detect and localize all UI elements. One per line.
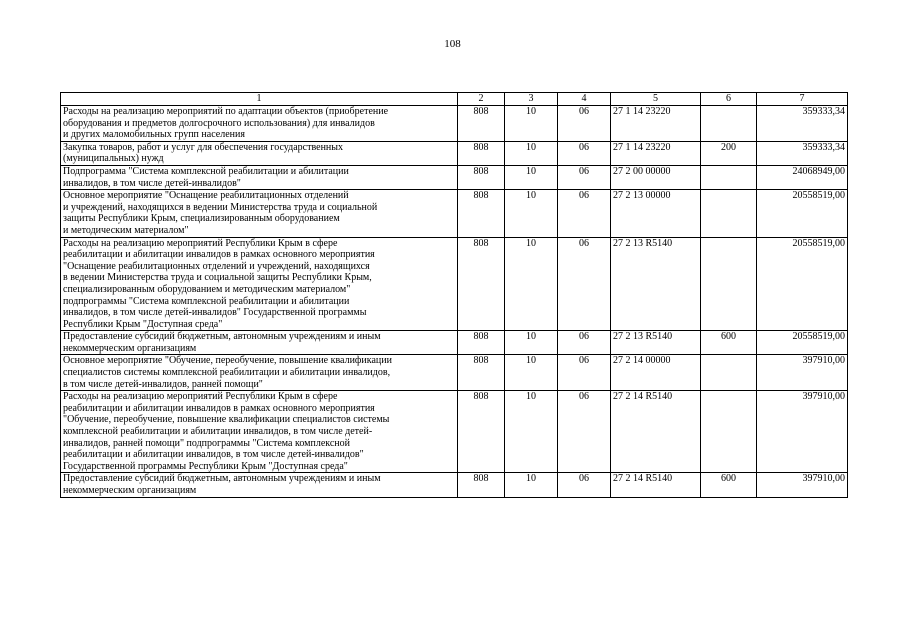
amount-cell: 397910,00 [757, 473, 848, 497]
row-name-cell: Предоставление субсидий бюджетным, автономным учреждениям и иным некоммерческим организациям [61, 473, 458, 497]
subsection-code-cell: 06 [558, 355, 611, 391]
target-article-cell: 27 2 13 00000 [611, 190, 701, 237]
subsection-code-cell: 06 [558, 165, 611, 189]
column-number: 4 [558, 93, 611, 106]
amount-cell: 359333,34 [757, 106, 848, 142]
section-code-cell: 10 [505, 165, 558, 189]
table-row [61, 165, 848, 189]
subsection-code-cell: 06 [558, 141, 611, 165]
section-code-cell: 10 [505, 141, 558, 165]
expense-type-cell [701, 165, 757, 189]
expense-type-cell [701, 391, 757, 473]
expense-type-cell [701, 355, 757, 391]
page-number: 108 [444, 38, 461, 50]
subsection-code-cell: 06 [558, 391, 611, 473]
target-article-cell: 27 2 14 R5140 [611, 391, 701, 473]
subsection-code-cell: 06 [558, 473, 611, 497]
subsection-code-cell: 06 [558, 106, 611, 142]
amount-cell: 20558519,00 [757, 190, 848, 237]
table-row [61, 141, 848, 165]
amount-cell: 397910,00 [757, 391, 848, 473]
expense-type-cell [701, 106, 757, 142]
table-row [61, 237, 848, 331]
target-article-cell: 27 2 00 00000 [611, 165, 701, 189]
grbs-code-cell: 808 [458, 391, 505, 473]
expense-type-cell [701, 190, 757, 237]
table-row [61, 391, 848, 473]
expense-type-cell: 200 [701, 141, 757, 165]
column-number: 7 [757, 93, 848, 106]
row-name-cell: Закупка товаров, работ и услуг для обеспечения государственных (муниципальных) нужд [61, 141, 458, 165]
grbs-code-cell: 808 [458, 141, 505, 165]
grbs-code-cell: 808 [458, 331, 505, 355]
row-name-cell: Расходы на реализацию мероприятий Республики Крым в сфере реабилитации и абилитации инвалидов в рамках основного мероприятия "Обучение, переобучение, повышение квалификации специалистов системы комплексной реабилитации и абилитации инвалидов, в том числе детей- инвалидов, ранней помощи" подпрограммы "Система комплексной реабилитации и абилитации инвалидов, в том числе детей-инвалидов" Государственной программы Республики Крым "Доступная среда" [61, 391, 458, 473]
column-number: 2 [458, 93, 505, 106]
grbs-code-cell: 808 [458, 165, 505, 189]
table-row [61, 331, 848, 355]
row-name-cell: Расходы на реализацию мероприятий по адаптации объектов (приобретение оборудования и предметов долгосрочного использования) для инвалидов и других маломобильных групп населения [61, 106, 458, 142]
budget-table [60, 92, 848, 498]
section-code-cell: 10 [505, 106, 558, 142]
grbs-code-cell: 808 [458, 473, 505, 497]
table-row [61, 473, 848, 497]
amount-cell: 20558519,00 [757, 237, 848, 331]
row-name-cell: Предоставление субсидий бюджетным, автономным учреждениям и иным некоммерческим организациям [61, 331, 458, 355]
subsection-code-cell: 06 [558, 237, 611, 331]
column-number: 3 [505, 93, 558, 106]
expense-type-cell: 600 [701, 331, 757, 355]
amount-cell: 20558519,00 [757, 331, 848, 355]
grbs-code-cell: 808 [458, 355, 505, 391]
row-name-cell: Основное мероприятие "Обучение, переобучение, повышение квалификации специалистов системы комплексной реабилитации и абилитации инвалидов, в том числе детей-инвалидов, ранней помощи" [61, 355, 458, 391]
column-number: 6 [701, 93, 757, 106]
section-code-cell: 10 [505, 190, 558, 237]
section-code-cell: 10 [505, 331, 558, 355]
table-row [61, 106, 848, 142]
subsection-code-cell: 06 [558, 331, 611, 355]
amount-cell: 359333,34 [757, 141, 848, 165]
amount-cell: 397910,00 [757, 355, 848, 391]
grbs-code-cell: 808 [458, 106, 505, 142]
target-article-cell: 27 1 14 23220 [611, 106, 701, 142]
subsection-code-cell: 06 [558, 190, 611, 237]
target-article-cell: 27 1 14 23220 [611, 141, 701, 165]
amount-cell: 24068949,00 [757, 165, 848, 189]
table-row [61, 190, 848, 237]
grbs-code-cell: 808 [458, 237, 505, 331]
expense-type-cell: 600 [701, 473, 757, 497]
target-article-cell: 27 2 13 R5140 [611, 331, 701, 355]
target-article-cell: 27 2 14 R5140 [611, 473, 701, 497]
section-code-cell: 10 [505, 237, 558, 331]
column-number-row [61, 93, 848, 106]
section-code-cell: 10 [505, 391, 558, 473]
row-name-cell: Расходы на реализацию мероприятий Республики Крым в сфере реабилитации и абилитации инвалидов в рамках основного мероприятия "Оснащение реабилитационных отделений и учреждений, находящихся в ведении Министерства труда и социальной защиты Республики Крым, специализированным оборудованием и методическим материалом" подпрограммы "Система комплексной реабилитации и абилитации инвалидов, в том числе детей-инвалидов" Государственной программы Республики Крым "Доступная среда" [61, 237, 458, 331]
table-row [61, 355, 848, 391]
target-article-cell: 27 2 14 00000 [611, 355, 701, 391]
section-code-cell: 10 [505, 355, 558, 391]
expense-type-cell [701, 237, 757, 331]
column-number: 1 [61, 93, 458, 106]
column-number: 5 [611, 93, 701, 106]
row-name-cell: Основное мероприятие "Оснащение реабилитационных отделений и учреждений, находящихся в ведении Министерства труда и социальной защиты Республики Крым, специализированным оборудованием и методическим материалом" [61, 190, 458, 237]
target-article-cell: 27 2 13 R5140 [611, 237, 701, 331]
row-name-cell: Подпрограмма "Система комплексной реабилитации и абилитации инвалидов, в том числе детей-инвалидов" [61, 165, 458, 189]
section-code-cell: 10 [505, 473, 558, 497]
grbs-code-cell: 808 [458, 190, 505, 237]
